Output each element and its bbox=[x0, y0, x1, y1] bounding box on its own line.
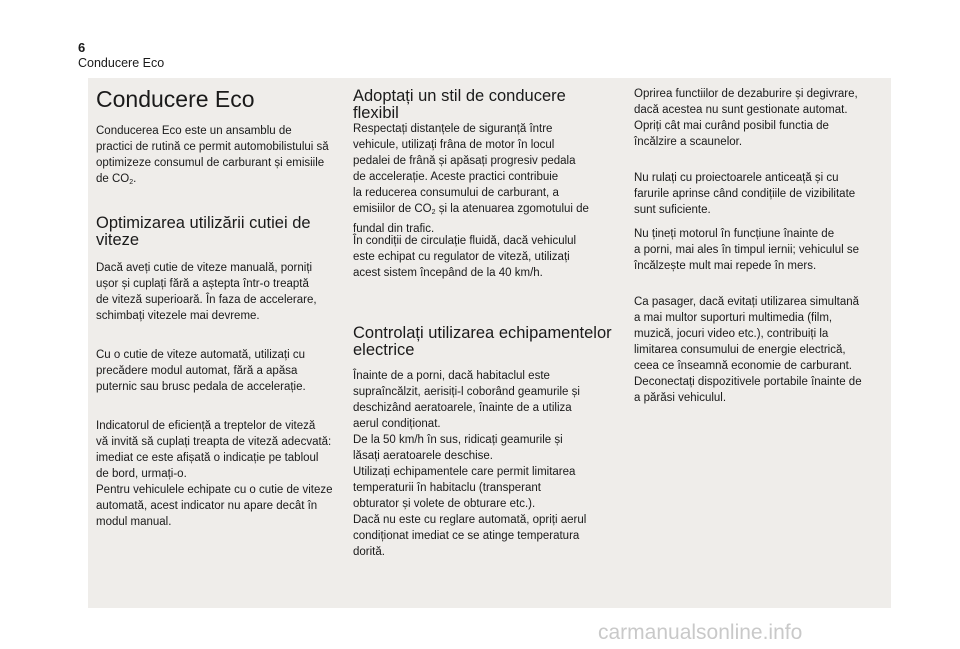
gear-indicator-text: Indicatorul de eficiență a treptelor de viteză vă invită să cuplați treapta de viteză adecvată: imediat ce este afișată o indicație pe tabloul de bord, urmați-o. Pentru vehiculele echipate cu o cutie de viteze automată, acest indicator nu apare decât în modul manual. bbox=[96, 420, 333, 528]
passenger-multimedia-text: Ca pasager, dacă evitați utilizarea simultană a mai multor suporturi multimedia (film, muzică, jocuri video etc.), contribuiți la limitarea consumului de energie electrică, ceea ce înseamnă economie de carburant. Deconectați dispozitivele portabile înainte de a părăsi vehiculul. bbox=[634, 296, 862, 404]
page-title: Conducere Eco bbox=[96, 86, 255, 112]
gearbox-automatic-text: Cu o cutie de viteze automată, utilizați cu precădere modul automat, fără a apăsa puternic sau brusc pedala de accelerație. bbox=[96, 349, 306, 393]
content-panel bbox=[88, 78, 891, 608]
driving-style-text: Respectați distanțele de siguranță între vehicule, utilizați frâna de motor în locul pedalei de frână și apăsați progresiv pedala de accelerație. Aceste practici contribuie la reducerea consumului de carburant, a emisiilor de $CO_2$ și la atenuarea zgomotului de fundal din trafic. bbox=[353, 123, 589, 235]
electrical-heading: Controlați utilizarea echipamentelor electrice bbox=[353, 324, 612, 359]
gearbox-manual-text: Dacă aveți cutie de viteze manuală, porniți ușor și cuplați fără a aștepta într-o treaptă de viteză superioară. În faza de accelerare, schimbați vitezele mai devreme. bbox=[96, 262, 317, 322]
driving-style-heading: Adoptați un stil de conducere flexibil bbox=[353, 87, 566, 122]
section-header: Conducere Eco bbox=[78, 56, 165, 70]
cruise-control-text: În condiții de circulație fluidă, dacă vehiculul este echipat cu regulator de viteză, utilizați acest sistem începând de la 40 km/h. bbox=[353, 235, 577, 279]
gearbox-heading: Optimizarea utilizării cutiei de viteze bbox=[96, 214, 311, 249]
intro-text: Conducerea Eco este un ansamblu de practici de rutină ce permit automobilistului să optimizeze consumul de carburant și emisiile de $CO_2$. bbox=[96, 125, 329, 186]
electrical-text: Înainte de a porni, dacă habitaclul este supraîncălzit, aerisiți-l coborând geamurile și deschizând aeratoarele, înainte de a utiliza aerul condiționat. De la 50 km/h în sus, ridicați geamurile și lăsați aeratoarele deschise. Utilizați echipamentele care permit limitarea temperaturii în habitaclu (transperant obturator și volete de obturare etc.). Dacă nu este cu reglare automată, opriți aerul condiționat imediat ce se atinge temperatura dorită. bbox=[353, 370, 587, 558]
page-number: 6 bbox=[78, 40, 86, 55]
watermark: carmanualsonline.info bbox=[598, 621, 803, 644]
engine-idle-text: Nu țineți motorul în funcțiune înainte de a porni, mai ales în timpul iernii; vehiculul se încălzește mult mai repede în mers. bbox=[634, 228, 859, 272]
defrost-text: Oprirea functiilor de dezaburire și degivrare, dacă acestea nu sunt gestionate automat. Opriți cât mai curând posibil functia de încălzire a scaunelor. bbox=[634, 88, 858, 148]
fog-lights-text: Nu rulați cu proiectoarele anticeață și cu farurile aprinse când condițiile de vizibilitate sunt suficiente. bbox=[634, 172, 856, 216]
